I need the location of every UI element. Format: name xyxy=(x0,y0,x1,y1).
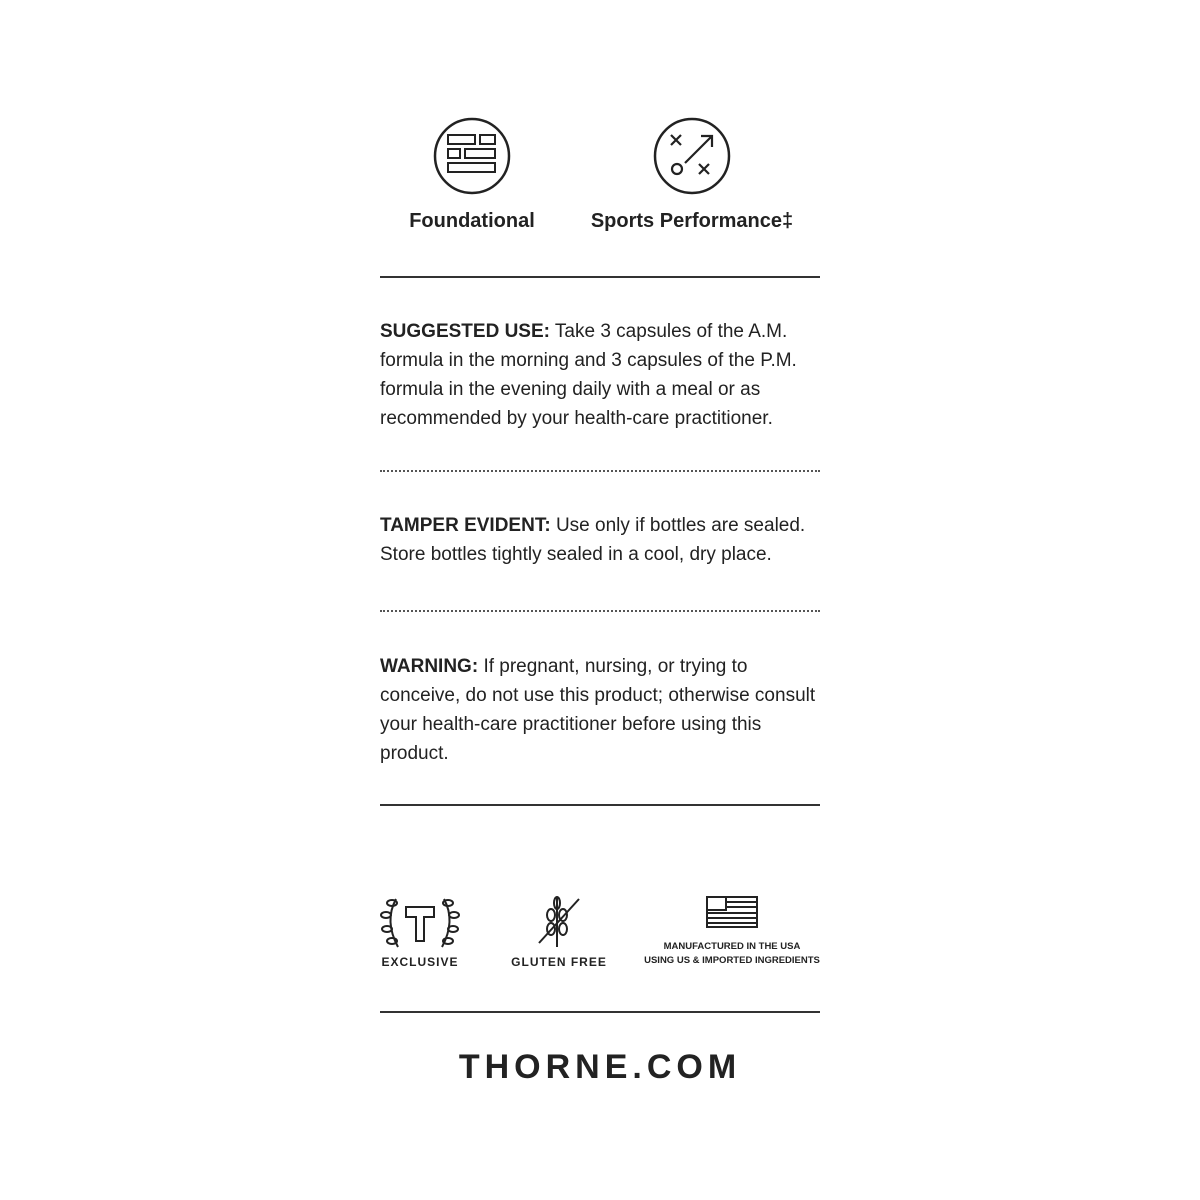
suggested-use xyxy=(380,317,830,433)
category-foundational: Foundational xyxy=(409,210,535,232)
usa-flag-icon xyxy=(706,896,758,928)
dotted-divider xyxy=(380,470,820,472)
website-url: THORNE.COM xyxy=(458,1048,742,1086)
dotted-divider xyxy=(380,610,820,612)
category-sports-performance: Sports Performance‡ xyxy=(590,210,794,232)
tamper-evident-text: Use only if bottles are sealed. Store bottles tightly sealed in a cool, dry place. xyxy=(380,515,806,565)
gluten-free-icon xyxy=(535,893,583,951)
suggested-use-heading: SUGGESTED USE: xyxy=(380,321,550,342)
divider xyxy=(380,276,820,278)
exclusive-label: EXCLUSIVE xyxy=(381,955,459,969)
warning-text: If pregnant, nursing, or trying to conceive, do not use this product; otherwise consult your health-care practitioner before using this product. xyxy=(380,656,816,764)
tamper-evident-heading: TAMPER EVIDENT: xyxy=(380,515,551,536)
suggested-use-text: Take 3 capsules of the A.M. formula in the morning and 3 capsules of the P.M. formula in the evening daily with a meal or as recommended by your health-care practitioner. xyxy=(380,321,797,429)
usa-label-line1: MANUFACTURED IN THE USA xyxy=(663,941,801,952)
bricks-icon xyxy=(433,117,511,195)
gluten-free-label: GLUTEN FREE xyxy=(511,955,607,969)
warning-heading: WARNING: xyxy=(380,656,479,677)
usa-label xyxy=(632,940,832,968)
tamper-evident xyxy=(380,511,830,569)
laurel-t-icon xyxy=(380,893,460,951)
divider xyxy=(380,804,820,806)
divider xyxy=(380,1011,820,1013)
play-diagram-icon xyxy=(653,117,731,195)
warning xyxy=(380,652,830,768)
usa-label-line2: USING US & IMPORTED INGREDIENTS xyxy=(644,955,820,966)
